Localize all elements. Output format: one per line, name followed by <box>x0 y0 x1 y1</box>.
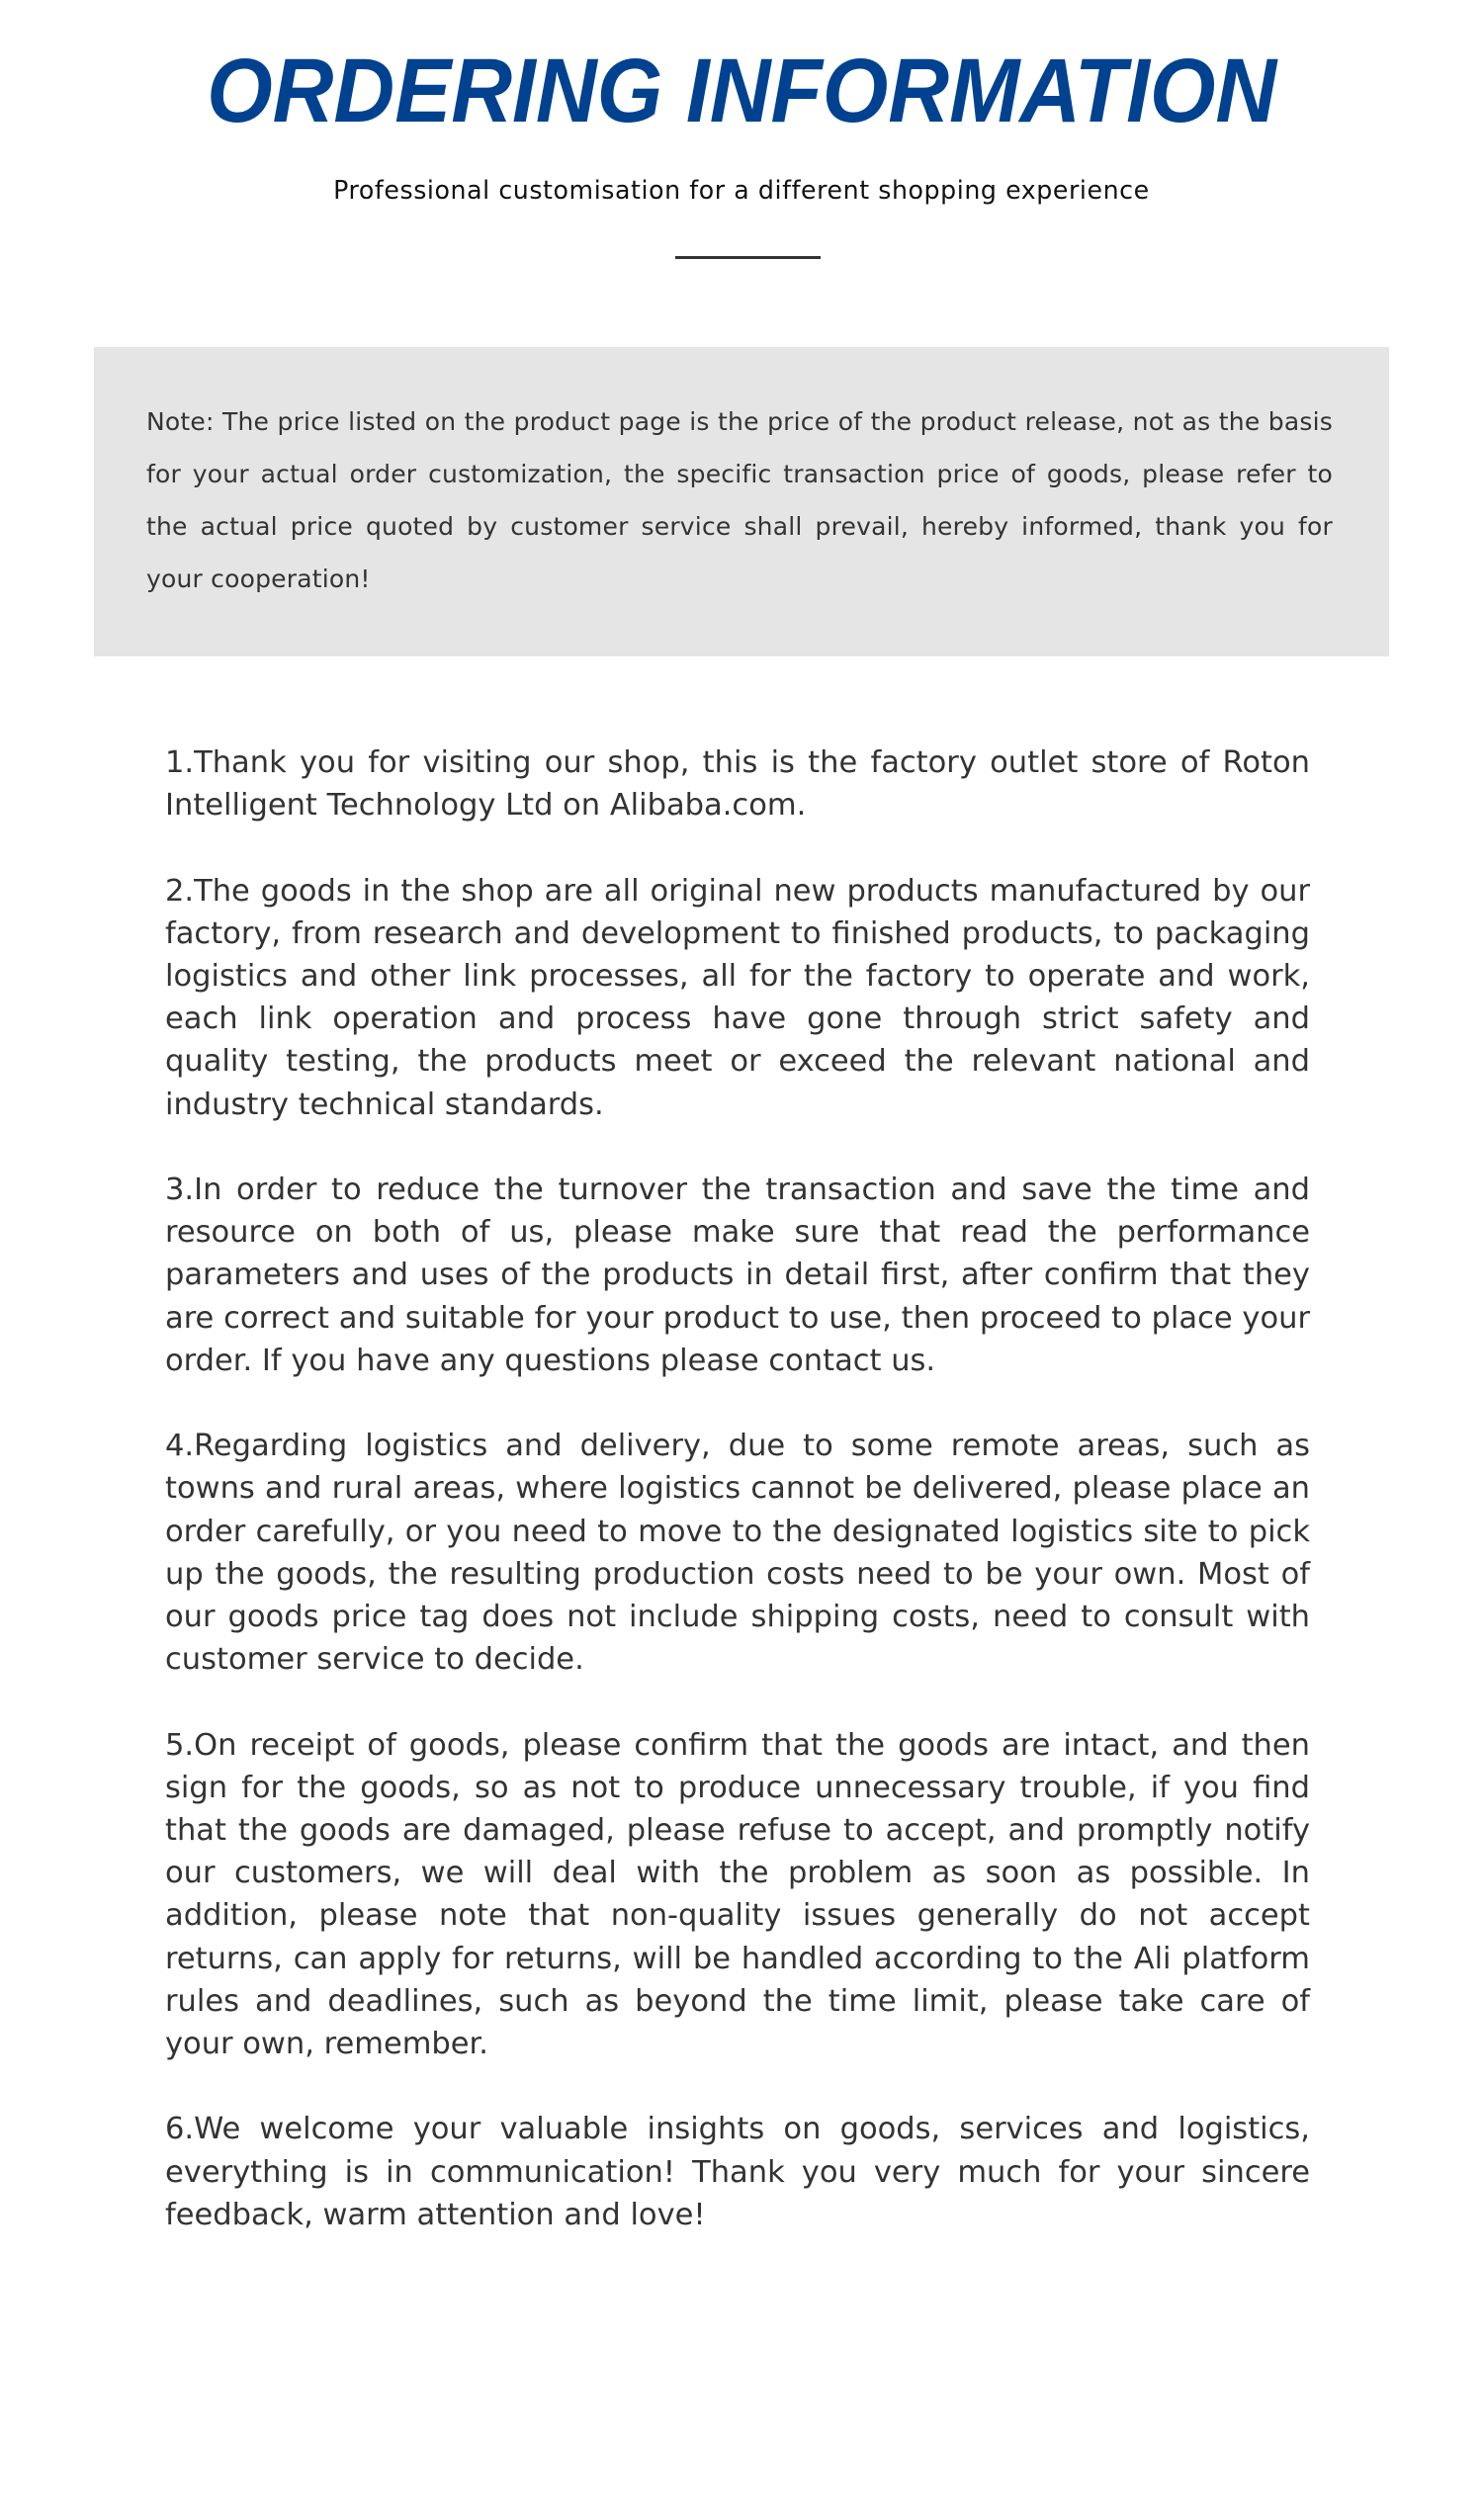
term-item-2: 2.The goods in the shop are all original new products manufactured by our factory, from research and development to finished products, to packaging logistics and other link processes, all for the factory to operate and work, each link operation and process have gone through strict safety and quality testing, the products meet or exceed the relevant national and industry technical standards. <box>165 873 1310 1122</box>
title-divider <box>675 256 821 259</box>
term-item-6: 6.We welcome your valuable insights on goods, services and logistics, everything is in communication! Thank you very much for your sincere feedback, warm attention and love! <box>165 2112 1310 2232</box>
price-note-box <box>94 347 1389 656</box>
term-item-1: 1.Thank you for visiting our shop, this is the factory outlet store of Roton Intelligent Technology Ltd on Alibaba.com. <box>165 745 1310 824</box>
term-item-4: 4.Regarding logistics and delivery, due to some remote areas, such as towns and rural areas, where logistics cannot be delivered, please place an order carefully, or you need to move to the designated logistics site to pick up the goods, the resulting production costs need to be your own. Most of our goods price tag does not include shipping costs, need to consult with customer service to decide. <box>165 1429 1310 1678</box>
page-subtitle: Professional customisation for a different shopping experience <box>333 176 1150 206</box>
term-item-5: 5.On receipt of goods, please confirm that the goods are intact, and then sign for the goods, so as not to produce unnecessary trouble, if you find that the goods are damaged, please refuse to accept, and promptly notify our customers, we will deal with the problem as soon as possible. In addition, please note that non-quality issues generally do not accept returns, can apply for returns, will be handled according to the Ali platform rules and deadlines, such as beyond the time limit, please take care of your own, remember. <box>165 1727 1310 2062</box>
price-note-text: Note: The price listed on the product page is the price of the product release, not as the basis for your actual order customization, the specific transaction price of goods, please refer to the actual price quoted by customer service shall prevail, hereby informed, thank you for your cooperation! <box>146 407 1333 593</box>
page-title: ORDERING INFORMATION <box>207 41 1277 141</box>
ordering-terms-list <box>165 741 1310 2236</box>
term-item-3: 3.In order to reduce the turnover the transaction and save the time and resource on both of us, please make sure that read the performance parameters and uses of the products in detail first, after confirm that they are correct and suitable for your product to use, then proceed to place your order. If you have any questions please contact us. <box>165 1173 1310 1378</box>
